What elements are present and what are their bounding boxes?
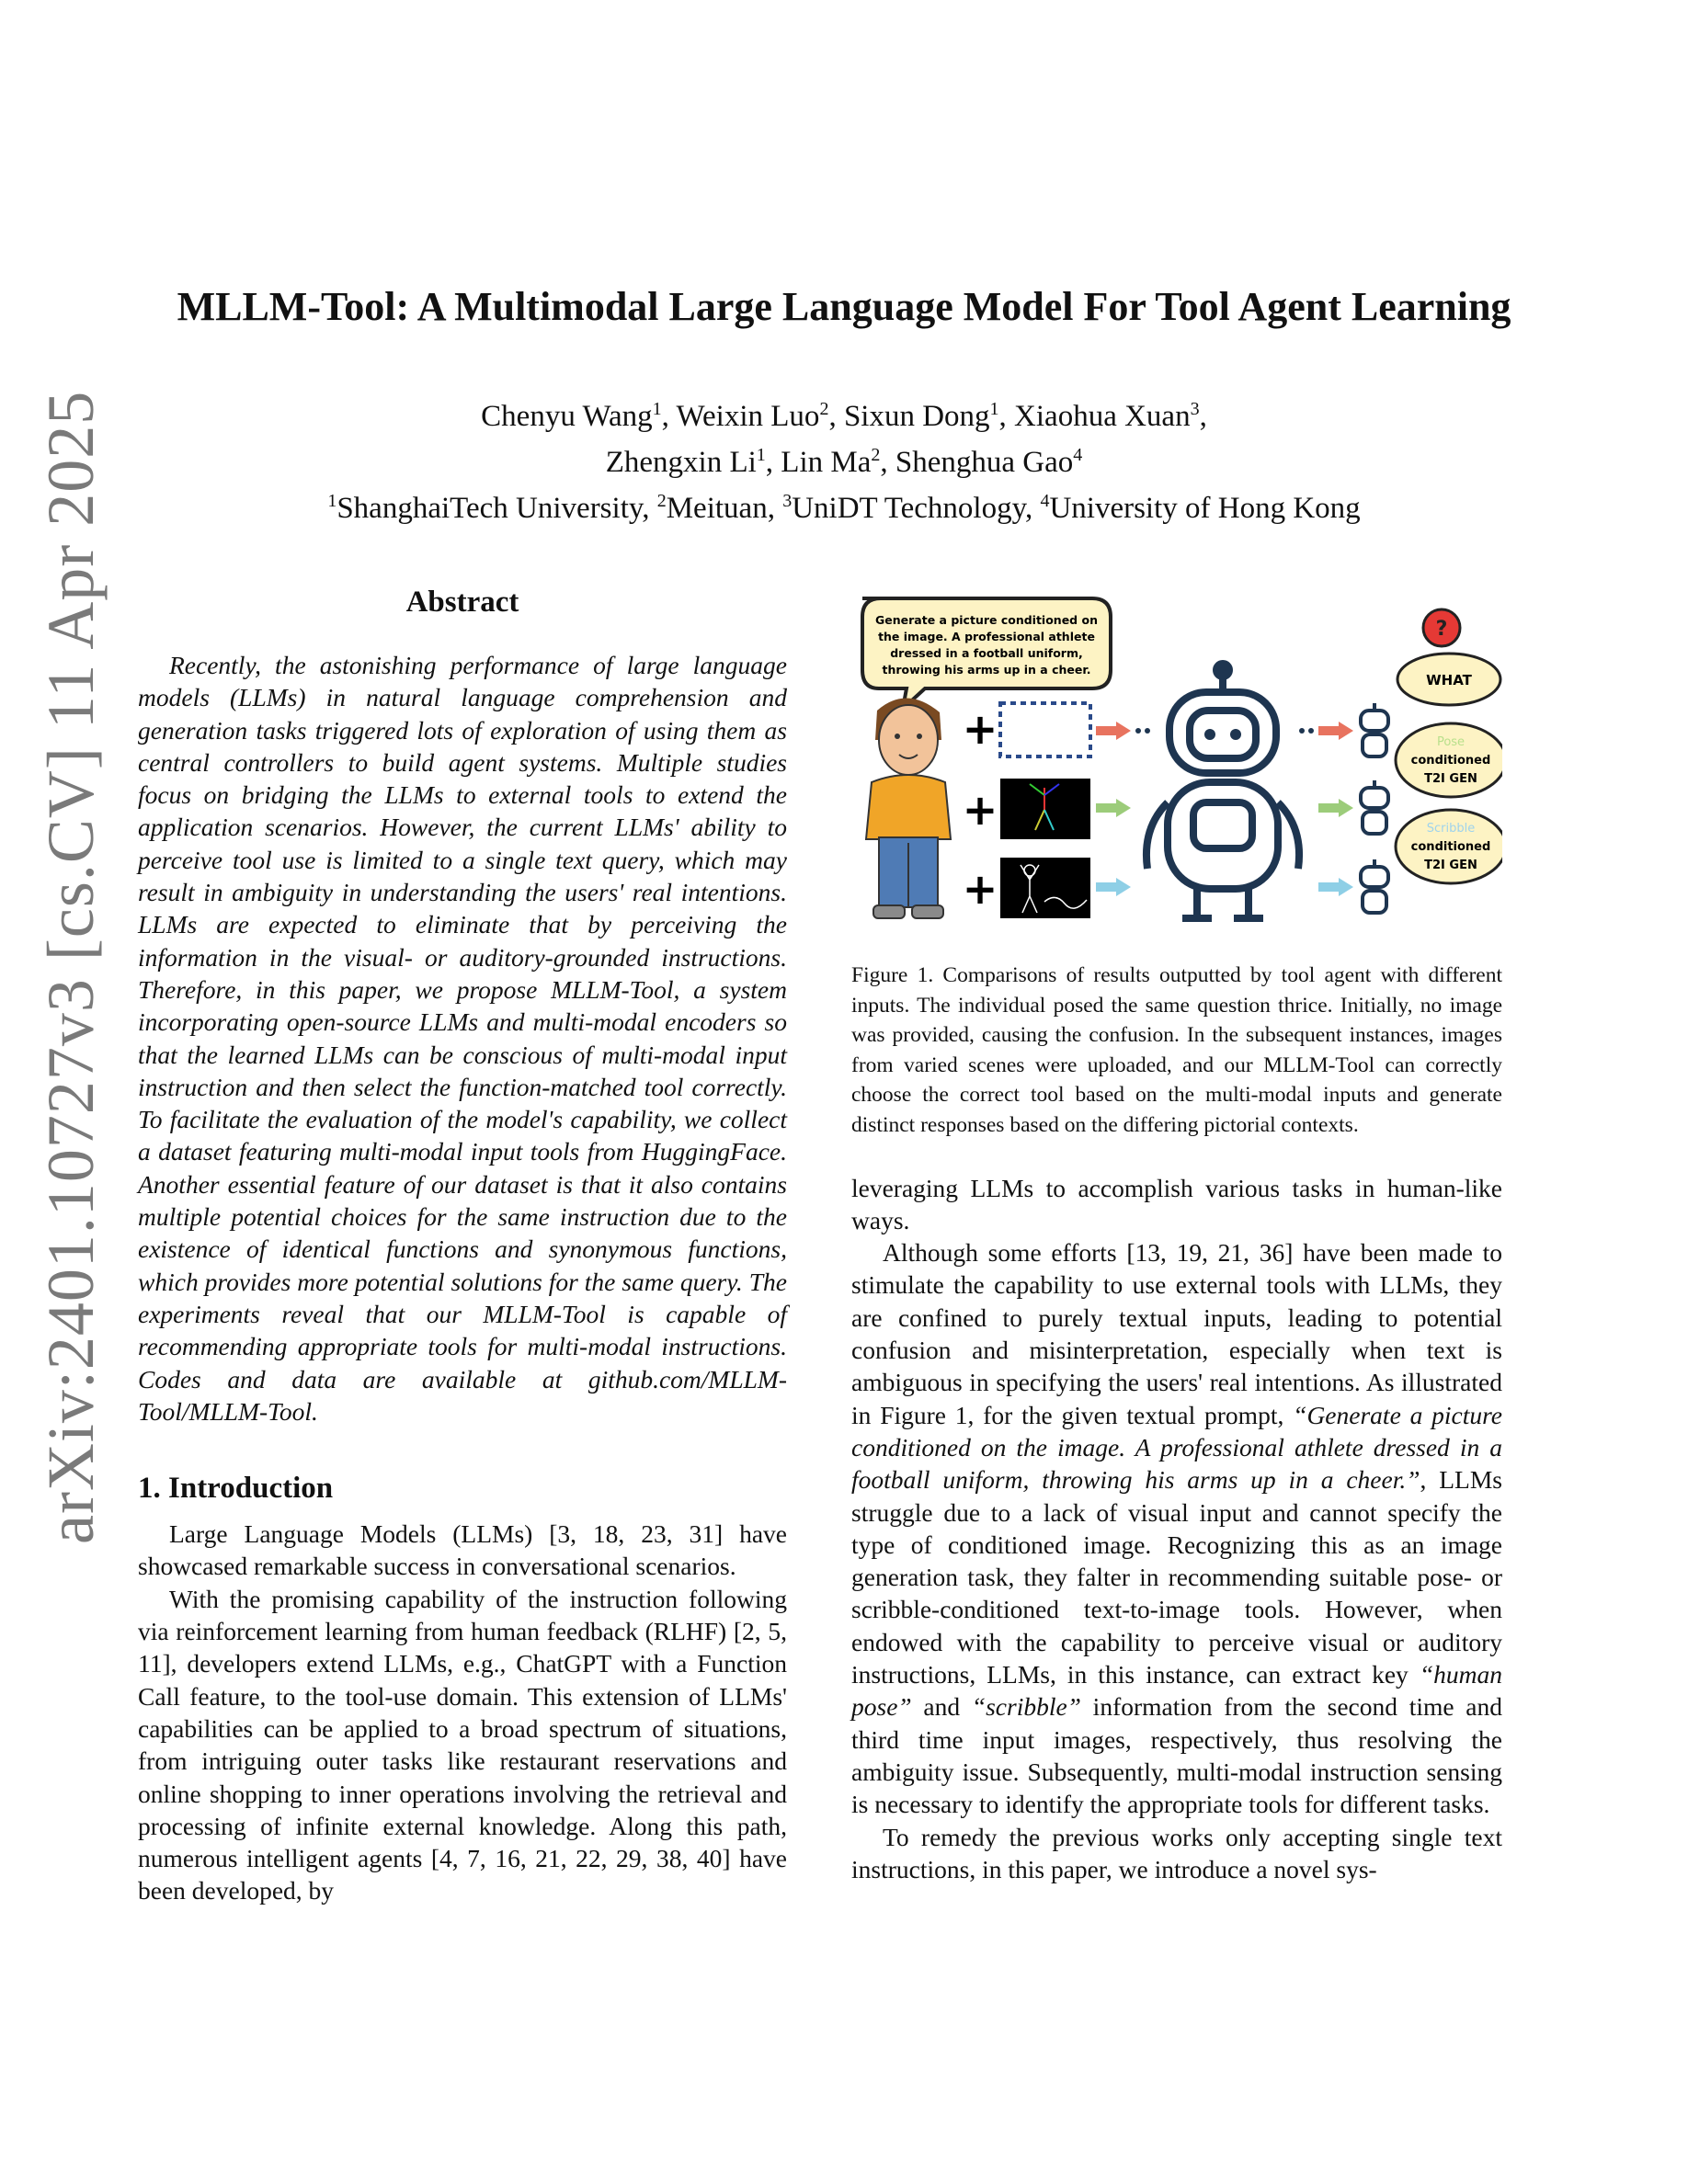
author-separator: , bbox=[765, 446, 781, 479]
paragraph-text: , LLMs struggle due to a lack of visual input and cannot specify the type of conditioned image. Recognizing this as an image generation task, they falter in recommending suitable pose- or scribble-conditioned text-to-image tools. However, when endowed with the capability to perceive visual or auditory instructions, LLMs, in this instance, can extract key bbox=[851, 1465, 1502, 1689]
scribble-bubble-line: conditioned bbox=[1410, 840, 1491, 854]
plus-sign: + bbox=[962, 864, 998, 914]
affiliation-mark: 3 bbox=[782, 491, 793, 511]
small-robot-icon bbox=[1361, 780, 1388, 834]
author-name: Sixun Dong bbox=[843, 400, 990, 433]
scribble-bubble-line: T2I GEN bbox=[1424, 859, 1477, 872]
affiliation-name: ShanghaiTech University bbox=[336, 492, 643, 525]
figure-1-illustration bbox=[851, 593, 1502, 933]
blue-arrow-head bbox=[1116, 878, 1131, 896]
author-affiliation-mark: 1 bbox=[652, 399, 662, 419]
author-separator: , bbox=[661, 400, 677, 433]
scribble-image-thumbnail bbox=[1000, 858, 1090, 918]
author-line-2 bbox=[0, 436, 1688, 482]
intro-paragraph-2: With the promising capability of the instruction following via reinforcement learning from human feedback (RLHF) [2, 5, 11], developers extend LLMs, e.g., ChatGPT with a Function Call feature, to the tool-use domain. This extension of LLMs' capabilities can be applied to a broad spectrum of situations, from intriguing outer tasks like restaurant reservations and online shopping to inner operations involving the retrieval and processing of infinite external knowledge. Along this path, numerous intelligent agents [4, 7, 16, 21, 22, 29, 38, 40] have been developed, by bbox=[138, 1584, 787, 1905]
author-affiliation-mark: 3 bbox=[1190, 399, 1200, 419]
red-arrow-head bbox=[1116, 722, 1131, 740]
red-output-arrow-head bbox=[1339, 722, 1353, 740]
author-block bbox=[0, 390, 1688, 528]
affiliation-name: Meituan bbox=[666, 492, 768, 525]
prompt-line: the image. A professional athlete bbox=[878, 630, 1095, 643]
pose-bubble-line: T2I GEN bbox=[1424, 772, 1477, 786]
abstract-body: Recently, the astonishing performance of large language models (LLMs) in natural language comprehension and generation tasks triggered lots of exploration of using them as central controllers to build agent systems. Multiple studies focus on bridging the LLMs to external tools to extend the application scenarios. However, the current LLMs' ability to perceive tool use is limited to a single text query, which may result in ambiguity in understanding the users' real intentions. LLMs are expected to eliminate that by perceiving the information in the visual- or auditory-grounded instructions. Therefore, in this paper, we propose MLLM-Tool, a system incorporating open-source LLMs and multi-modal encoders so that the learned LLMs can be conscious of multi-modal input instruction and then select the function-matched tool correctly. To facilitate the evaluation of the model's capability, we collect a dataset featuring multi-modal input tools from HuggingFace. Another essential feature of our dataset is that it also contains multiple potential choices for the same instruction due to the existence of identical functions and synonymous functions, which provides more potential solutions for the same query. The experiments reveal that our MLLM-Tool is capable of recommending appropriate tools for multi-modal instructions. Codes and data are available at github.com/MLLM-Tool/MLLM-Tool. bbox=[138, 651, 787, 1426]
prompt-line: throwing his arms up in a cheer. bbox=[882, 663, 1091, 677]
author-separator: , bbox=[1199, 400, 1207, 433]
paragraph-text: and bbox=[911, 1692, 972, 1722]
blue-output-arrow-head bbox=[1339, 878, 1353, 896]
person-illustration bbox=[866, 698, 951, 918]
section-heading-introduction: 1. Introduction bbox=[138, 1472, 334, 1506]
author-separator: , bbox=[828, 400, 844, 433]
author-affiliation-mark: 1 bbox=[989, 399, 999, 419]
prompt-line: dressed in a football uniform, bbox=[890, 646, 1083, 660]
affiliation-name: UniDT Technology bbox=[792, 492, 1025, 525]
pose-bubble-line: conditioned bbox=[1410, 754, 1491, 768]
affiliation-mark: 1 bbox=[327, 491, 337, 511]
affiliation-name: University of Hong Kong bbox=[1049, 492, 1361, 525]
author-affiliation-mark: 4 bbox=[1073, 445, 1083, 465]
right-column bbox=[851, 593, 1502, 1885]
author-line-1 bbox=[0, 390, 1688, 436]
intro-paragraph-1: Large Language Models (LLMs) [3, 18, 23, 31] have showcased remarkable success in conversational scenarios. bbox=[138, 1519, 787, 1581]
right-paragraph-1 bbox=[851, 1236, 1502, 1820]
affiliation-line bbox=[0, 482, 1688, 528]
affiliation-mark: 2 bbox=[656, 491, 667, 511]
prompt-quote: “Generate a picture conditioned on the image. A professional athlete dressed in a football uniform, throwing his arms up in a cheer.” bbox=[851, 1400, 1502, 1495]
author-name: Xiaohua Xuan bbox=[1014, 400, 1191, 433]
author-name: Lin Ma bbox=[781, 446, 872, 479]
plus-sign: + bbox=[962, 785, 998, 835]
pose-label: Pose bbox=[1436, 735, 1466, 749]
left-column bbox=[138, 579, 787, 1907]
empty-image-placeholder bbox=[1000, 703, 1090, 756]
central-robot-icon bbox=[1146, 664, 1299, 918]
green-arrow-head bbox=[1116, 799, 1131, 817]
right-paragraph-continuation: leveraging LLMs to accomplish various tasks in human-like ways. bbox=[851, 1173, 1502, 1234]
author-name: Weixin Luo bbox=[676, 400, 820, 433]
author-name: Zhengxin Li bbox=[605, 446, 757, 479]
scribble-term: “scribble” bbox=[971, 1692, 1081, 1722]
paragraph-text: information from the second time and third time input images, respectively, thus resolving the ambiguity issue. Subsequently, multi-modal instruction sensing is necessary to identify the appropriate tools for different tasks. bbox=[851, 1692, 1502, 1819]
author-name: Shenghua Gao bbox=[895, 446, 1074, 479]
author-affiliation-mark: 2 bbox=[871, 445, 881, 465]
abstract-heading: Abstract bbox=[405, 586, 519, 619]
arxiv-identifier-stamp: arXiv:2401.10727v3 [cs.CV] 11 Apr 2025 bbox=[34, 390, 108, 1544]
scribble-label: Scribble bbox=[1426, 822, 1476, 836]
small-robot-icon bbox=[1361, 703, 1388, 756]
affiliation-separator: , bbox=[642, 492, 657, 525]
figure-1-caption: Figure 1. Comparisons of results outputted by tool agent with different inputs. The individual posed the same question thrice. Initially, no image was provided, causing the confusion. In the subsequent instances, images from varied scenes were uploaded, and our MLLM-Tool can correctly choose the correct tool based on the multi-modal inputs and generate distinct responses based on the differing pictorial contexts. bbox=[851, 963, 1502, 1137]
author-name: Chenyu Wang bbox=[481, 400, 653, 433]
author-affiliation-mark: 1 bbox=[756, 445, 766, 465]
right-paragraph-2: To remedy the previous works only accepting single text instructions, in this paper, we introduce a novel sys- bbox=[851, 1822, 1502, 1883]
green-output-arrow-head bbox=[1339, 799, 1353, 817]
paper-title: MLLM-Tool: A Multimodal Large Language Model For Tool Agent Learning bbox=[177, 284, 1511, 329]
small-robot-icon bbox=[1361, 859, 1388, 913]
affiliation-separator: , bbox=[767, 492, 783, 525]
output-bubble-what-text: WHAT bbox=[1426, 672, 1472, 688]
affiliation-separator: , bbox=[1024, 492, 1041, 525]
paragraph-text: Although some efforts [13, 19, 21, 36] have been made to stimulate the capability to use external tools with LLMs, they are confined to purely textual inputs, leading to potential confusion and misinterpretation, especially when text is ambiguous in specifying the users' real intentions. As illustrated in Figure 1, for the given textual prompt, bbox=[851, 1238, 1502, 1429]
plus-sign: + bbox=[962, 704, 998, 754]
human-pose-term: “human pose” bbox=[851, 1660, 1502, 1722]
figure-1-svg bbox=[851, 593, 1502, 933]
affiliation-mark: 4 bbox=[1040, 491, 1050, 511]
prompt-line: Generate a picture conditioned on bbox=[875, 613, 1098, 627]
question-mark-glyph: ? bbox=[1435, 618, 1448, 641]
author-affiliation-mark: 2 bbox=[819, 399, 829, 419]
author-separator: , bbox=[998, 400, 1015, 433]
author-separator: , bbox=[880, 446, 895, 479]
